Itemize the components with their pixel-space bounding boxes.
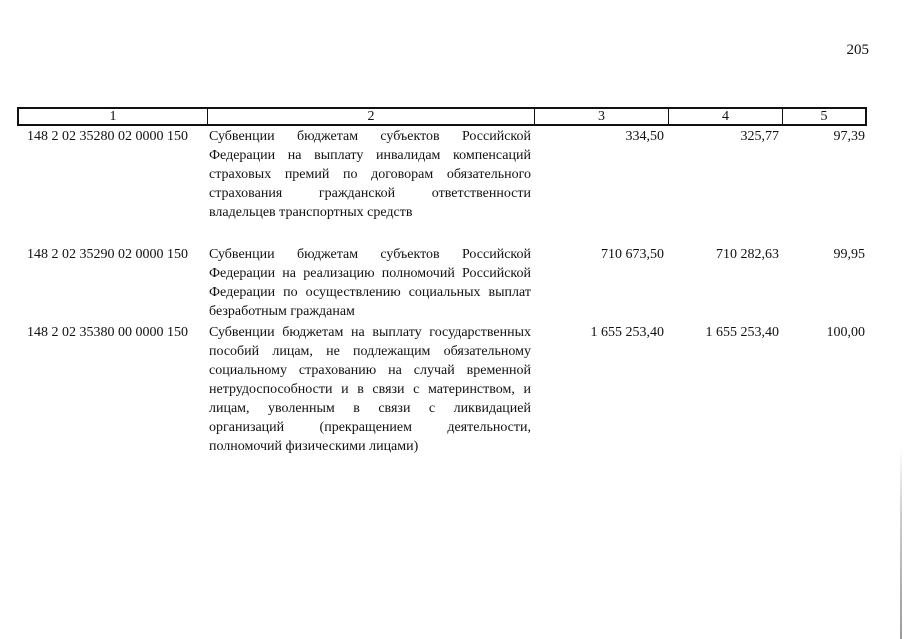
value-col-3: 1 655 253,40 [590,325,664,340]
header-col-3: 3 [535,109,669,124]
page-number: 205 [846,42,869,58]
budget-code: 148 2 02 35290 02 0000 150 [27,247,188,262]
table-header-row [17,107,867,126]
value-col-3: 334,50 [625,129,664,144]
row-description: Субвенции бюджетам на выплату государственных пособий лицам, не подлежащим обязательному социальному страхованию на случай временной нетрудоспособности и в связи с материнством, и лицам, уволенным в связи с ликвидацией организаций (прекращением деятельности, полномочий физическими лицами) [209,325,531,454]
value-col-4: 325,77 [740,129,779,144]
header-col-4: 4 [669,109,783,124]
value-col-5: 97,39 [833,129,865,144]
value-col-4: 1 655 253,40 [705,325,779,340]
value-col-5: 99,95 [833,247,865,262]
budget-code: 148 2 02 35380 00 0000 150 [27,325,188,340]
header-col-1: 1 [19,109,208,124]
header-col-2: 2 [208,109,535,124]
row-description: Субвенции бюджетам субъектов Российской Федерации на выплату инвалидам компенсаций страховых премий по договорам обязательного страхования гражданской ответственности владельцев транспортных средств [209,129,531,220]
value-col-4: 710 282,63 [716,247,779,262]
budget-code: 148 2 02 35280 02 0000 150 [27,129,188,144]
value-col-5: 100,00 [826,325,865,340]
header-col-5: 5 [820,109,828,124]
row-description: Субвенции бюджетам субъектов Российской Федерации на реализацию полномочий Российской Федерации по осуществлению социальных выплат безработным гражданам [209,247,531,319]
value-col-3: 710 673,50 [601,247,664,262]
scan-edge-shadow [900,0,902,639]
